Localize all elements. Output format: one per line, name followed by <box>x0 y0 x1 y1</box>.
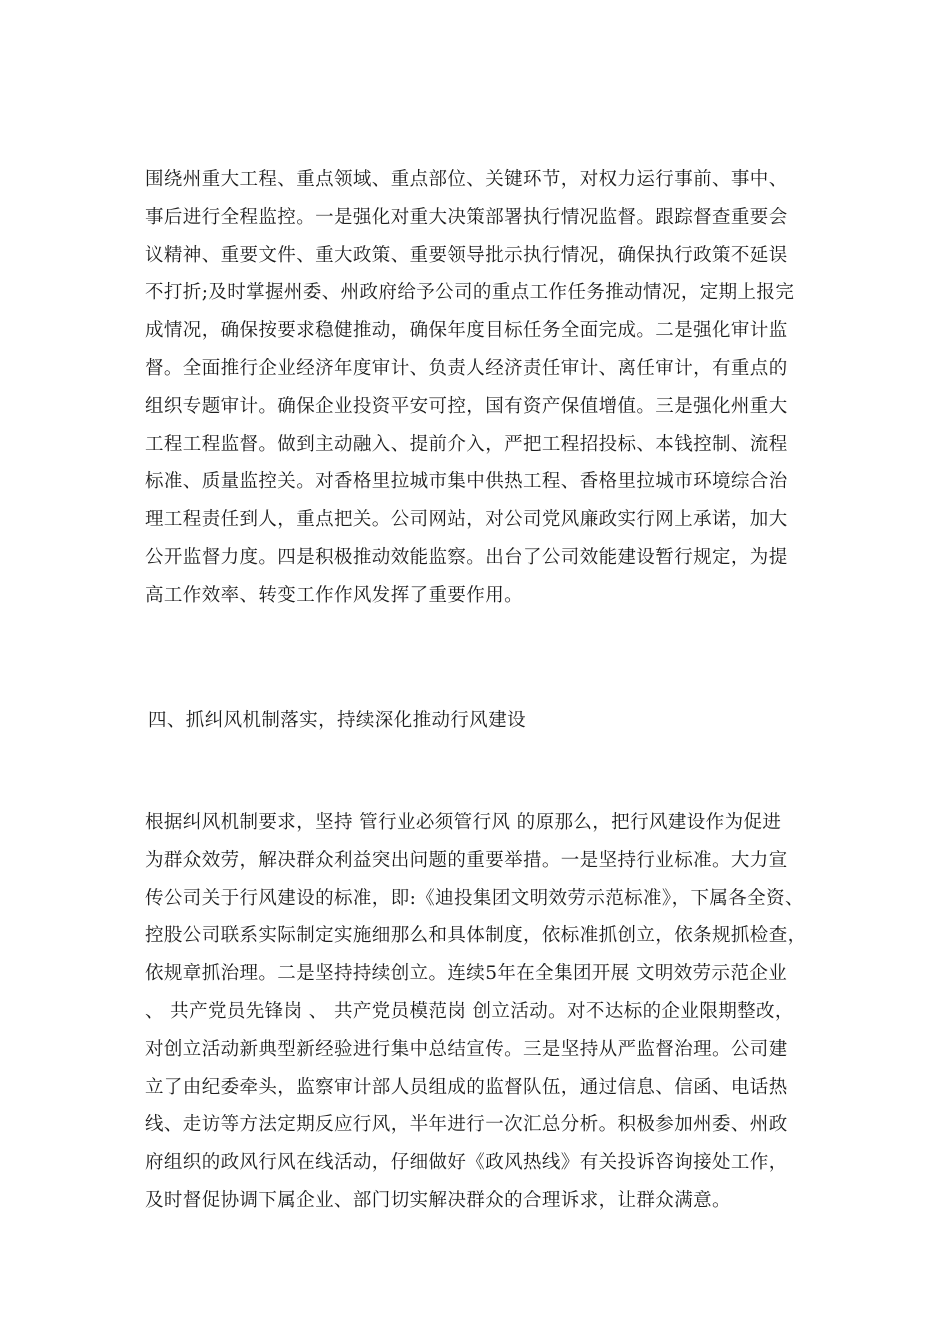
paragraph-line: 事后进行全程监控。一是强化对重大决策部署执行情况监督。跟踪督查重要会 <box>145 206 788 228</box>
paragraph-line: 为群众效劳，解决群众利益突出问题的重要举措。一是坚持行业标准。大力宣 <box>145 849 788 871</box>
paragraph-line: 理工程责任到人，重点把关。公司网站，对公司党风廉政实行网上承诺，加大 <box>145 509 788 531</box>
paragraph-line: 传公司关于行风建设的标准，即:《迪投集团文明效劳示范标准》，下属各全资、 <box>145 887 804 909</box>
paragraph-line: 立了由纪委牵头，监察审计部人员组成的监督队伍，通过信息、信函、电话热 <box>145 1076 788 1098</box>
paragraph-line: 根据纠风机制要求，坚持 管行业必须管行风 的原那么，把行风建设作为促进 <box>145 812 782 833</box>
paragraph-supervision <box>145 161 825 615</box>
heading-text: 四、抓纠风机制落实，持续深化推动行风建设 <box>148 710 527 731</box>
paragraph-line: 、 共产党员先锋岗 、 共产党员模范岗 创立活动。对不达标的企业限期整改， <box>145 1000 794 1022</box>
paragraph-line: 及时督促协调下属企业、部门切实解决群众的合理诉求，让群众满意。 <box>145 1189 731 1211</box>
paragraph-line: 议精神、重要文件、重大政策、重要领导批示执行情况，确保执行政策不延误 <box>145 244 788 266</box>
paragraph-line: 督。全面推行企业经济年度审计、负责人经济责任审计、离任审计，有重点的 <box>145 357 788 379</box>
paragraph-line: 成情况，确保按要求稳健推动，确保年度目标任务全面完成。二是强化审计监 <box>145 320 788 342</box>
paragraph-line: 标准、质量监控关。对香格里拉城市集中供热工程、香格里拉城市环境综合治 <box>145 471 788 493</box>
paragraph-line: 高工作效率、转变工作作风发挥了重要作用。 <box>145 584 524 606</box>
paragraph-line: 控股公司联系实际制定实施细那么和具体制度，依标准抓创立，依条规抓检查， <box>145 925 807 947</box>
paragraph-line: 对创立活动新典型新经验进行集中总结宣传。三是坚持从严监督治理。公司建 <box>145 1038 788 1060</box>
paragraph-line: 依规章抓治理。二是坚持持续创立。连续5年在全集团开展 文明效劳示范企业 <box>145 963 788 985</box>
paragraph-line: 府组织的政风行风在线活动，仔细做好《政风热线》有关投诉咨询接处工作， <box>145 1152 788 1174</box>
paragraph-line: 工程工程监督。做到主动融入、提前介入，严把工程招投标、本钱控制、流程 <box>145 433 788 455</box>
paragraph-line: 不打折;及时掌握州委、州政府给予公司的重点工作任务推动情况，定期上报完 <box>145 282 795 304</box>
paragraph-style-building <box>145 804 825 1220</box>
paragraph-line: 公开监督力度。四是积极推动效能监察。出台了公司效能建设暂行规定，为提 <box>145 546 788 568</box>
paragraph-line: 围绕州重大工程、重点领域、重点部位、关键环节，对权力运行事前、事中、 <box>145 169 788 190</box>
paragraph-line: 组织专题审计。确保企业投资平安可控，国有资产保值增值。三是强化州重大 <box>145 395 788 417</box>
paragraph-line: 线、走访等方法定期反应行风，半年进行一次汇总分析。积极参加州委、州政 <box>145 1114 788 1136</box>
section-heading-4 <box>148 702 828 740</box>
